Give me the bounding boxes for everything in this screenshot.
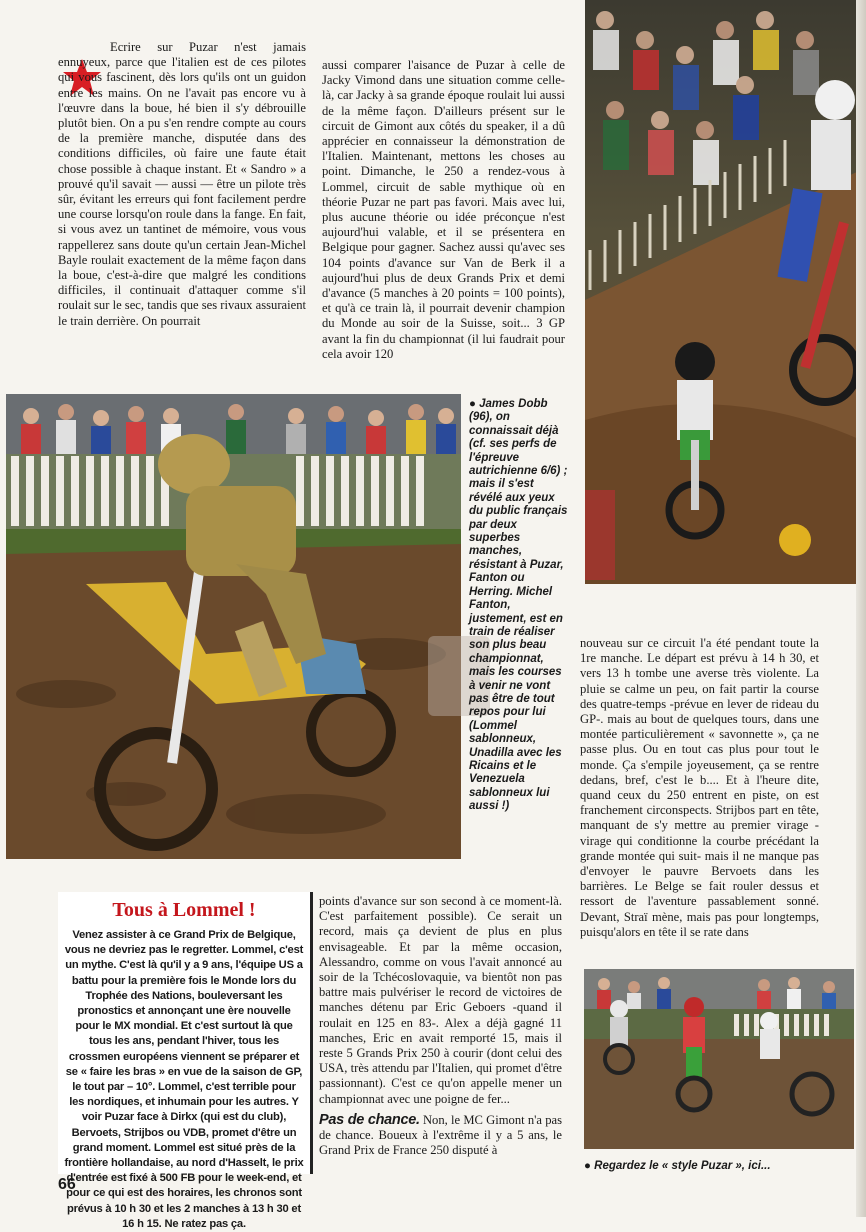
middle-column — [319, 894, 562, 1158]
intro-column-1 — [58, 40, 306, 329]
caption-puzar-style: ● Regardez le « style Puzar », ici... — [584, 1160, 771, 1172]
photo-puzar-style — [584, 969, 854, 1149]
intro-text-1: Ecrire sur Puzar n'est jamais ennuyeux, parce que l'italien est de ces pilotes qui vous fascinent, dès lors qu'ils ont un guidon entre les mains. On ne l'avait pas encore vu à l'œuvre dans la boue, hé bien il s'y débrouille plutôt bien. On a pu s'en rendre compte au cours de la première manche, disputée dans des conditions difficiles, où faire une faute était chose possible à chaque instant. Et « Sandro » a prouvé qu'il savait — aussi — être un pilote très sûr, évitant les erreurs qui font facilement perdre une course lorsqu'on roule dans la fange. En fait, si vous avez un tantinet de mémoire, vous vous rappellerez sans doute qu'un certain Jean-Michel Bayle roulait exactement de la même façon dans la boue, c'est-à-dire que malgré les conditions difficiles, il continuait d'attaquer comme s'il roulait sur le sec, tandis que ses rivaux assuraient le train derrière. On pourrait — [58, 40, 306, 328]
photo-james-dobb — [6, 394, 461, 859]
photo-riders-jump — [585, 0, 861, 584]
subhead-paragraph — [319, 1113, 562, 1159]
caption-james-dobb: ● James Dobb (96), on connaissait déjà (cf. ses perfs de l'épreuve autrichienne 6/6) ; mais il s'est révélé aux yeux du public français par deux superbes manches, résistant à Puzar, Fanton ou Herring. Michel Fanton, justement, est en train de réaliser son plus beau championnat, mais les courses à venir ne vont pas être de tout repos pour lui (Lommel sablonneux, Unadilla avec les Ricains et le Venezuela sablonneux lui aussi !) — [469, 398, 568, 813]
middle-text: points d'avance sur son second à ce moment-là. C'est parfaitement possible). Ce serait un record, mais ça devient de plus en plus envisageable. Et par la même occasion, Alessandro, comme on vous l'avait annoncé au soir de la Tchécoslovaquie, va bientôt non pas battre mais pulvériser le record de victoires de manches détenu par Eric Geboers -quand il roulait en 125 en 83-. Alex a déjà gagné 11 manches, Eric en avait remporté 15, mais il reste 5 Grands Prix 250 à courir (dont celui des USA, très attendu par l'Italien, qui promet d'être passionnant). C'est ce qu'on appelle mener un championnat avec une poigne de fer... — [319, 894, 562, 1106]
subhead-text: Non, le MC Gimont n'a pas de chance. Boueux à l'extrême il y a 5 ans, le Grand Prix de France 250 disputé à — [319, 1112, 562, 1158]
intro-text-2: aussi comparer l'aisance de Puzar à celle de Jacky Vimond dans une situation comme celle-là, car Jacky à sa grande époque roulait lui aussi de la même façon. D'ailleurs présent sur le circuit de Gimont aux côtés du speaker, il a dû apprécier en connaisseur la démonstration de l'Italien. Maintenant, mettons les choses au point. Dimanche, le 250 a rendez-vous à Lommel, circuit de sable mythique où en théorie Puzar ne part pas favori. Mais avec lui, plus aucune théorie ou idée préconçue n'est aujourd'hui valable, et il se présentera en Belgique pour gagner. Sachez aussi qu'avec ses 104 points d'avance sur Van de Berk il a aujourd'hui plus de deux Grands Prix et demi d'avance (5 manches à 20 points = 100 points), et qu'à ce train là, il pourrait devenir champion du Monde au soir de la Suisse, soit... 3 GP avant la fin du championnat (il lui faudrait pour cela avoir 120 — [322, 58, 565, 361]
right-text: nouveau sur ce circuit l'a été pendant toute la 1re manche. Le départ est prévu à 14 h 30, et vers 13 h tombe une averse très violente. La pluie se calme un peu, on fait partir la course des quatre-temps -prévue en lever de rideau du GP-. mais au bout de quelques tours, dans une montée particulièrement « savonnette », ça ne passe plus. Ou en tout cas plus pour tout le monde. Ça s'empile joyeusement, ça se rentre dedans, bref, c'est le b.... Et à l'heure dite, quand ceux du 250 entrent en piste, on est franchement circonspects. Strijbos part en tête, manquant de s'y mettre au premier virage -virage qui conditionne la courbe précédant la grande montée qui suit- mais il ne manque pas d'envoyer le pauvre Bervoets dans les barrières. Le Belge se fait rouler dessus et ressort de l'aventure passablement sonné. Devant, Straï mène, mais pas pour longtemps, puisqu'alors en tête il se rate dans — [580, 636, 819, 939]
subhead-pas-de-chance: Pas de chance. — [319, 1111, 420, 1128]
page-number: 66 — [58, 1176, 76, 1193]
lommel-box-body: Venez assister à ce Grand Prix de Belgique, vous ne devriez pas le regretter. Lommel, c'est un mythe. C'est là qu'il y a 9 ans, l'équipe US a battu pour la première fois le Monde lors du Trophée des Nations, bouleversant les pronostics et annonçant une ère nouvelle pour le MX mondial. Et c'est surtout là que tous les ans, pendant l'hiver, tous les crossmen européens viennent se préparer et se « faire les bras » en vue de la saison de GP, le tout par – 10°. Lommel, c'est terrible pour les nordiques, et inhumain pour les autres. Y voir Puzar face à Dirkx (qui est du club), Bervoets, Strijbos ou VDB, promet d'être un grand moment. Lommel est situé près de la frontière hollandaise, au nord d'Hasselt, le prix d'entrée est fixé à 500 FB pour le week-end, et pour ce qui est des horaires, les chronos sont prévus à 10 h 30 et les 2 manches à 13 h 30 et 16 h 15. Ne ratez pas ça. — [64, 929, 304, 1230]
page-edge — [856, 0, 866, 1217]
lommel-box-title: Tous à Lommel ! — [112, 899, 256, 921]
intro-column-2 — [322, 58, 565, 362]
right-column — [580, 636, 819, 940]
